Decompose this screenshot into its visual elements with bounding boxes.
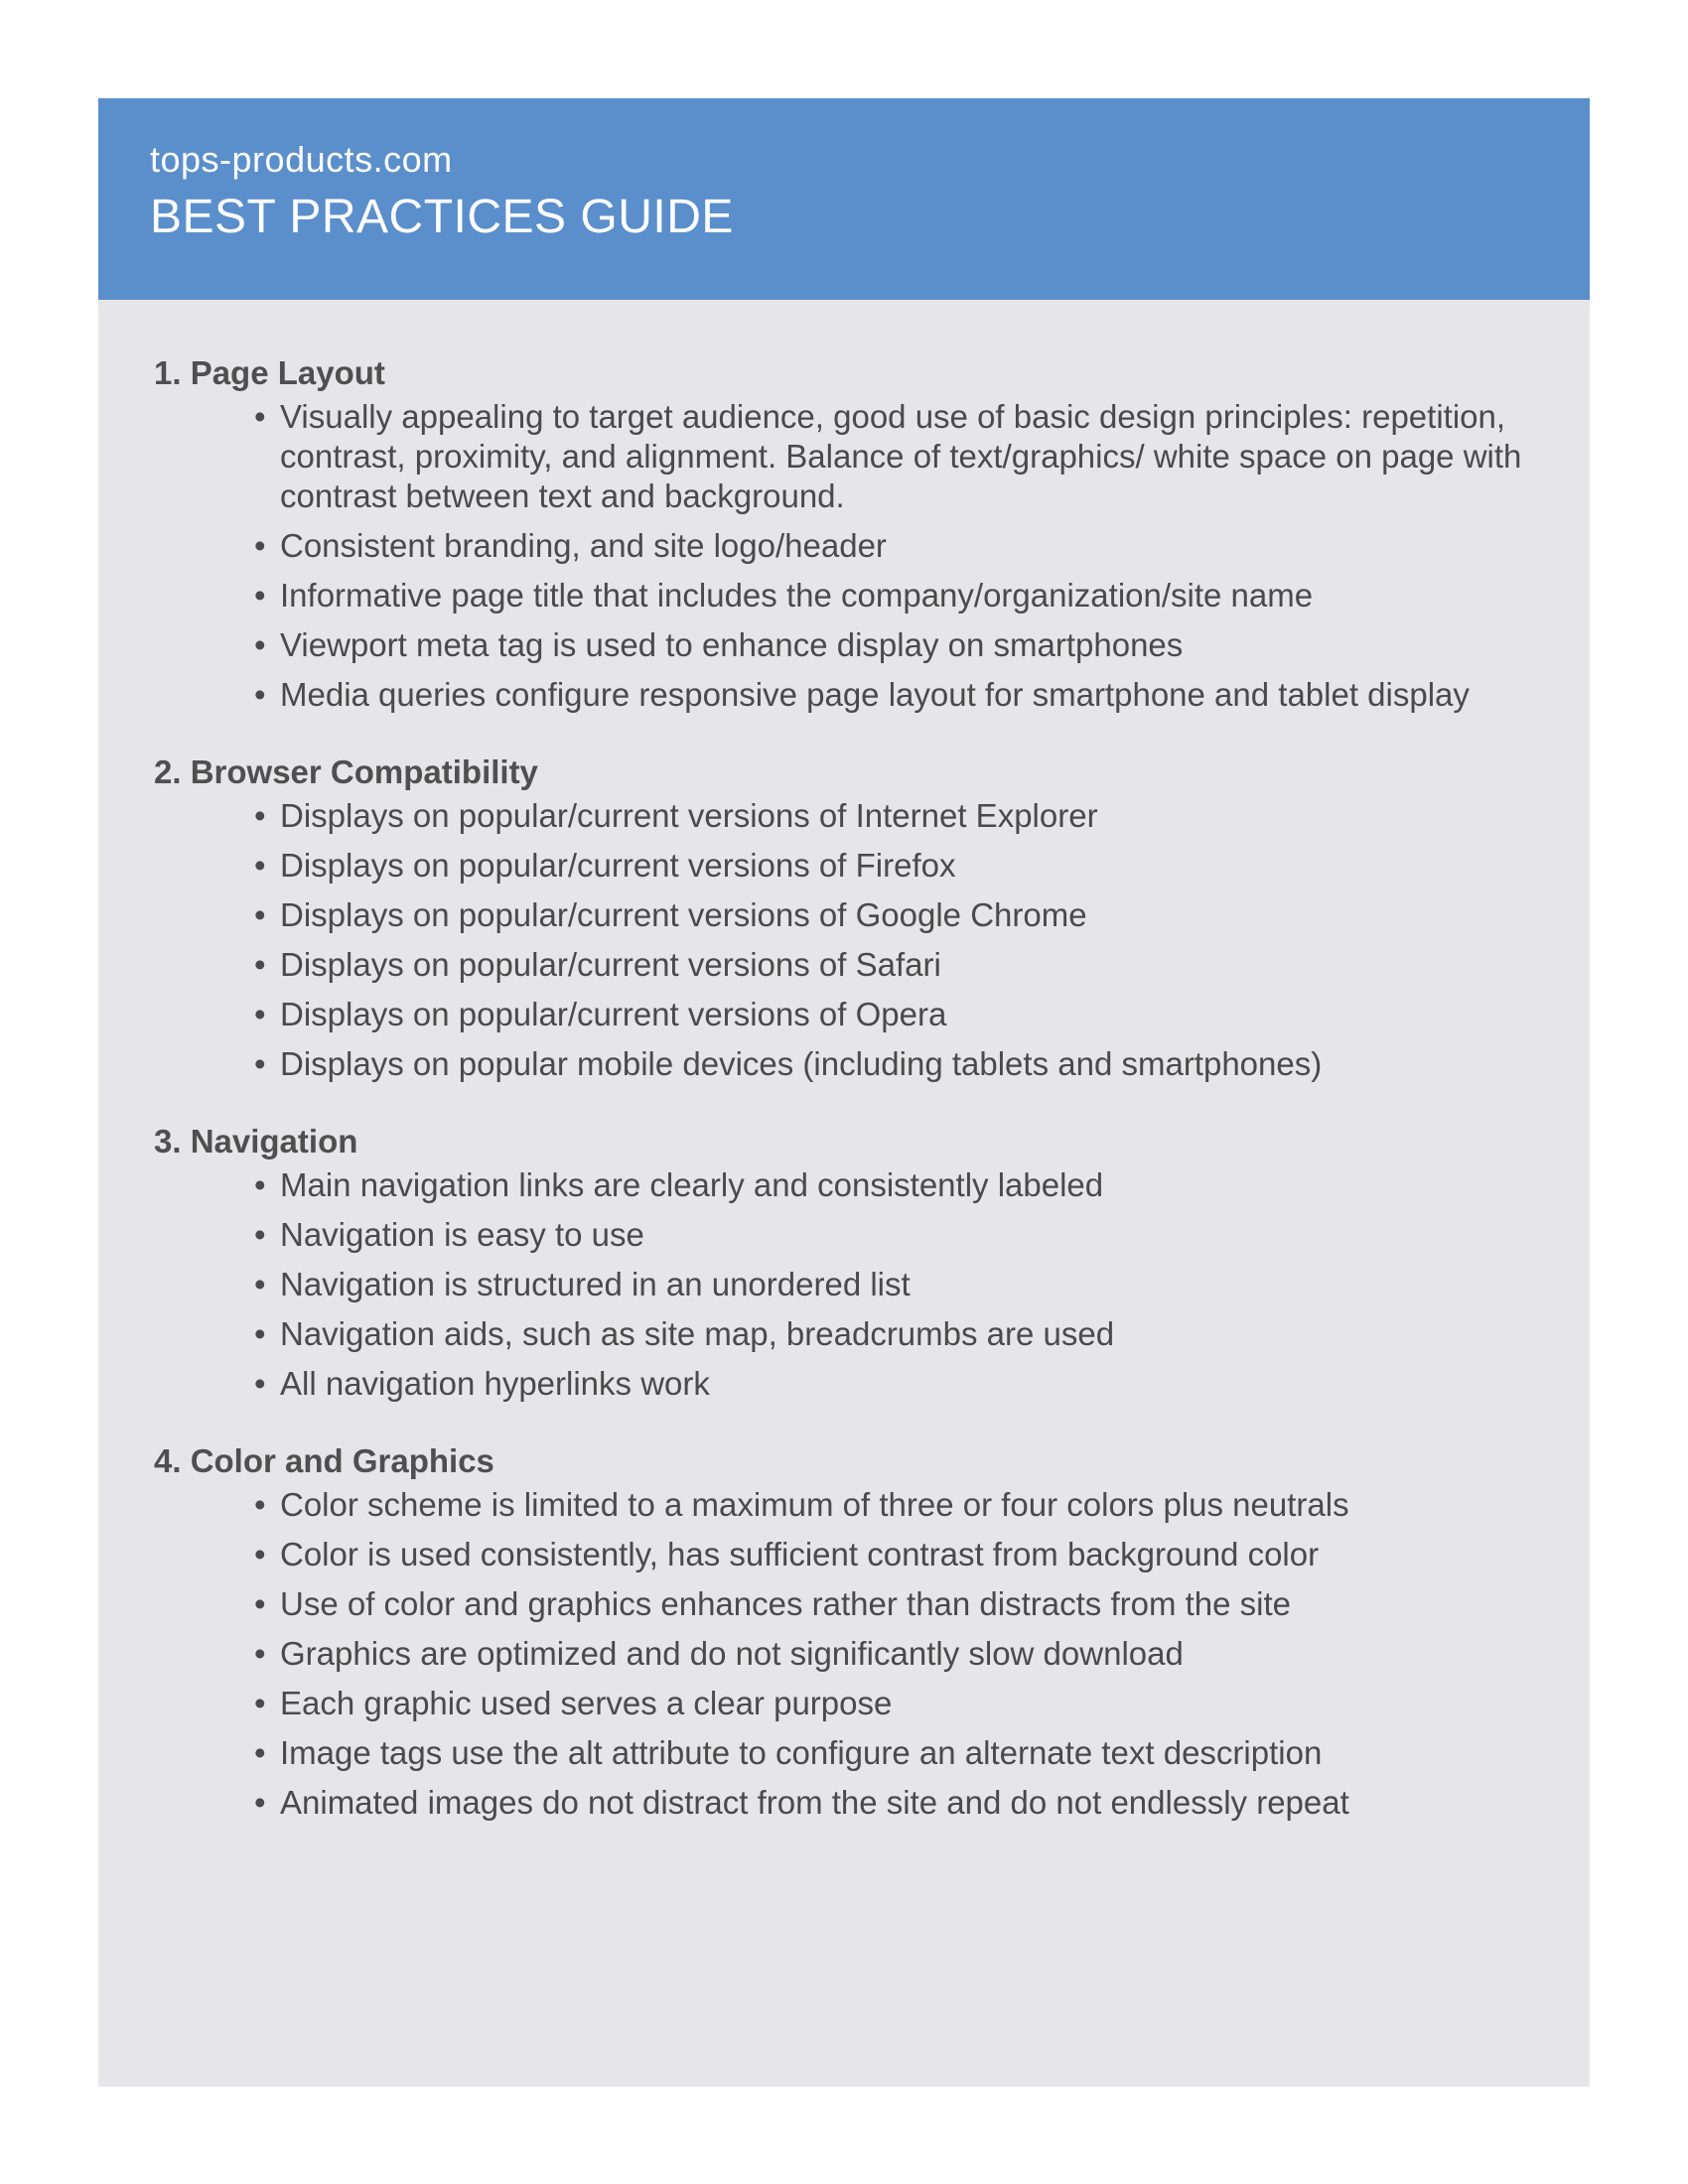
bullet-icon: • [254, 1536, 266, 1572]
list-item-text: Animated images do not distract from the site and do not endlessly repeat [280, 1784, 1349, 1821]
section-browser-compatibility [154, 749, 1590, 1084]
section-color-and-graphics [154, 1437, 1590, 1823]
list-item-text: Image tags use the alt attribute to configure an alternate text description [280, 1734, 1323, 1771]
bullet-list [154, 796, 1590, 1084]
list-item-text: Displays on popular/current versions of Firefox [280, 847, 956, 884]
bullet-icon: • [254, 527, 266, 564]
bullet-icon: • [254, 1045, 266, 1082]
list-item-text: Each graphic used serves a clear purpose [280, 1685, 893, 1721]
list-item [254, 796, 1590, 836]
list-item-text: Displays on popular/current versions of Google Chrome [280, 896, 1087, 933]
list-item-text: Navigation is easy to use [280, 1216, 644, 1253]
bullet-icon: • [254, 946, 266, 983]
list-item [254, 1364, 1590, 1404]
list-item [254, 995, 1590, 1034]
page-title: BEST PRACTICES GUIDE [150, 191, 734, 243]
bullet-icon: • [254, 1216, 266, 1253]
site-url: tops-products.com [150, 139, 453, 180]
bullet-list [154, 397, 1590, 715]
list-item-text: Navigation is structured in an unordered list [280, 1266, 911, 1302]
list-item [254, 1265, 1590, 1304]
bullet-icon: • [254, 1486, 266, 1523]
bullet-icon: • [254, 1685, 266, 1721]
bullet-list [154, 1165, 1590, 1404]
list-item [254, 1215, 1590, 1255]
bullet-icon: • [254, 996, 266, 1032]
bullet-icon: • [254, 577, 266, 614]
bullet-icon: • [254, 896, 266, 933]
bullet-icon: • [254, 847, 266, 884]
bullet-icon: • [254, 1635, 266, 1672]
bullet-icon: • [254, 1166, 266, 1203]
list-item [254, 526, 1590, 566]
list-item [254, 1535, 1590, 1574]
list-item [254, 945, 1590, 985]
list-item [254, 675, 1590, 715]
list-item-text: Use of color and graphics enhances rather than distracts from the site [280, 1585, 1292, 1622]
section-heading: 3. Navigation [154, 1123, 358, 1160]
list-item [254, 846, 1590, 886]
section-heading: 4. Color and Graphics [154, 1442, 494, 1479]
content-panel [98, 300, 1590, 2087]
list-item [254, 1584, 1590, 1624]
section-navigation [154, 1118, 1590, 1404]
bullet-icon: • [254, 1315, 266, 1352]
section-heading: 1. Page Layout [154, 354, 385, 391]
list-item [254, 1044, 1590, 1084]
bullet-icon: • [254, 1784, 266, 1821]
list-item-text: Media queries configure responsive page layout for smartphone and tablet display [280, 676, 1470, 713]
list-item [254, 1684, 1590, 1723]
header-banner [98, 98, 1590, 300]
list-item [254, 1314, 1590, 1354]
list-item-text: Informative page title that includes the company/organization/site name [280, 577, 1314, 614]
list-item-text: Viewport meta tag is used to enhance display on smartphones [280, 626, 1184, 663]
list-item-text: Visually appealing to target audience, good use of basic design principles: repetition, contrast, proximity, and alignment. Balance of text/graphics/ white space on page with contrast between text and background. [280, 398, 1522, 514]
bullet-icon: • [254, 797, 266, 834]
list-item-text: Color is used consistently, has sufficient contrast from background color [280, 1536, 1320, 1572]
list-item-text: Color scheme is limited to a maximum of three or four colors plus neutrals [280, 1486, 1349, 1523]
section-heading: 2. Browser Compatibility [154, 753, 538, 790]
list-item-text: Displays on popular/current versions of Opera [280, 996, 947, 1032]
bullet-icon: • [254, 398, 266, 435]
bullet-icon: • [254, 1585, 266, 1622]
bullet-icon: • [254, 626, 266, 663]
list-item [254, 1485, 1590, 1525]
section-page-layout [154, 349, 1590, 715]
list-item [254, 397, 1590, 516]
list-item [254, 625, 1590, 665]
list-item [254, 1634, 1590, 1674]
list-item [254, 1783, 1590, 1823]
list-item [254, 1733, 1590, 1773]
list-item-text: All navigation hyperlinks work [280, 1365, 710, 1402]
list-item-text: Graphics are optimized and do not significantly slow download [280, 1635, 1184, 1672]
list-item-text: Consistent branding, and site logo/header [280, 527, 887, 564]
list-item [254, 576, 1590, 615]
list-item [254, 895, 1590, 935]
bullet-icon: • [254, 676, 266, 713]
list-item-text: Displays on popular mobile devices (including tablets and smartphones) [280, 1045, 1323, 1082]
bullet-icon: • [254, 1365, 266, 1402]
list-item-text: Displays on popular/current versions of Safari [280, 946, 941, 983]
bullet-list [154, 1485, 1590, 1823]
bullet-icon: • [254, 1734, 266, 1771]
list-item [254, 1165, 1590, 1205]
list-item-text: Displays on popular/current versions of Internet Explorer [280, 797, 1098, 834]
list-item-text: Navigation aids, such as site map, breadcrumbs are used [280, 1315, 1115, 1352]
list-item-text: Main navigation links are clearly and consistently labeled [280, 1166, 1104, 1203]
bullet-icon: • [254, 1266, 266, 1302]
